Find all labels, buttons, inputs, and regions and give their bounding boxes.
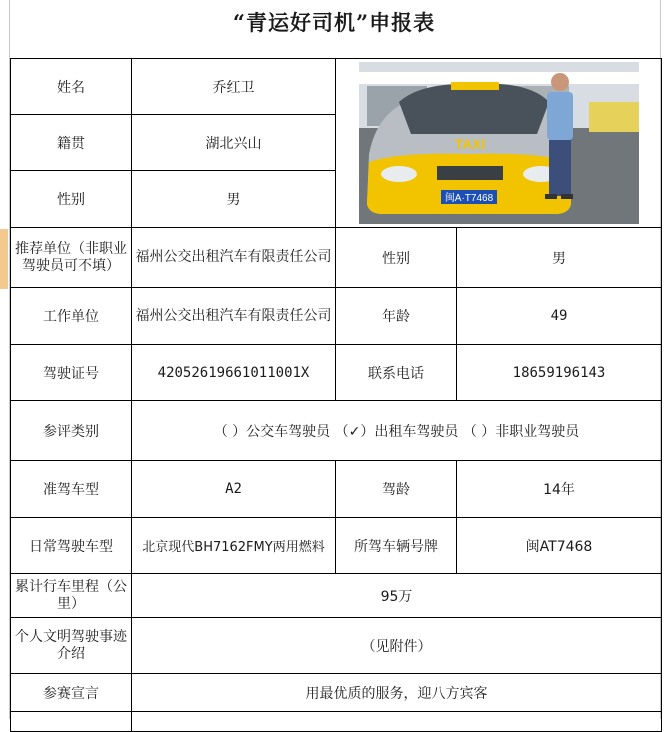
workplace-value[interactable]: 福州公交出租汽车有限责任公司 — [132, 288, 336, 345]
empty-cell — [11, 712, 132, 732]
declaration-label: 参赛宣言 — [11, 674, 132, 712]
table-row — [11, 461, 662, 518]
workplace-label: 工作单位 — [11, 288, 132, 345]
category-options[interactable]: （ ）公交车驾驶员 （✓）出租车驾驶员 （ ）非职业驾驶员 — [132, 401, 662, 461]
name-value[interactable]: 乔红卫 — [132, 59, 336, 115]
gender-value[interactable]: 男 — [132, 171, 336, 228]
recommender-label: 推荐单位（非职业驾驶员可不填） — [11, 228, 132, 288]
table-row — [11, 228, 662, 288]
gender-label: 性别 — [11, 171, 132, 228]
name-label: 姓名 — [11, 59, 132, 115]
vehicle-type-value[interactable]: A2 — [132, 461, 336, 518]
hometown-value[interactable]: 湖北兴山 — [132, 115, 336, 171]
plate-label: 所驾车辆号牌 — [336, 518, 457, 574]
gender-value-2[interactable]: 男 — [457, 228, 662, 288]
mileage-value[interactable]: 95万 — [132, 574, 662, 618]
selected-row-marker — [0, 229, 8, 289]
table-row — [11, 674, 662, 712]
application-table — [10, 58, 662, 732]
license-label: 驾驶证号 — [11, 345, 132, 401]
declaration-value[interactable]: 用最优质的服务，迎八方宾客 — [132, 674, 662, 712]
table-row — [11, 518, 662, 574]
daily-vehicle-value[interactable]: 北京现代BH7162FMY两用燃料 — [132, 518, 336, 574]
table-row — [11, 59, 662, 115]
driving-years-label: 驾龄 — [336, 461, 457, 518]
age-label: 年龄 — [336, 288, 457, 345]
table-row — [11, 401, 662, 461]
taxi-sign-text: TAXI — [454, 136, 485, 152]
mileage-label: 累计行车里程（公里） — [11, 574, 132, 618]
table-row — [11, 345, 662, 401]
table-row — [11, 288, 662, 345]
vehicle-type-label: 准驾车型 — [11, 461, 132, 518]
phone-value[interactable]: 18659196143 — [457, 345, 662, 401]
age-value[interactable]: 49 — [457, 288, 662, 345]
driver-taxi-photo — [359, 62, 639, 224]
driving-years-value[interactable]: 14年 — [457, 461, 662, 518]
deeds-label: 个人文明驾驶事迹介绍 — [11, 618, 132, 674]
table-row — [11, 574, 662, 618]
form-title: “青运好司机”申报表 — [232, 10, 436, 35]
license-value[interactable]: 42052619661011001X — [132, 345, 336, 401]
plate-value[interactable]: 闽AT7468 — [457, 518, 662, 574]
hometown-label: 籍贯 — [11, 115, 132, 171]
license-plate-text: 闽A·T7468 — [444, 193, 493, 204]
gender-label-2: 性别 — [336, 228, 457, 288]
table-row — [11, 618, 662, 674]
phone-label: 联系电话 — [336, 345, 457, 401]
table-row — [11, 712, 662, 732]
recommender-value[interactable]: 福州公交出租汽车有限责任公司 — [132, 228, 336, 288]
daily-vehicle-label: 日常驾驶车型 — [11, 518, 132, 574]
deeds-value[interactable]: （见附件） — [132, 618, 662, 674]
photo-cell — [336, 59, 662, 228]
empty-cell — [132, 712, 662, 732]
category-label: 参评类别 — [11, 401, 132, 461]
